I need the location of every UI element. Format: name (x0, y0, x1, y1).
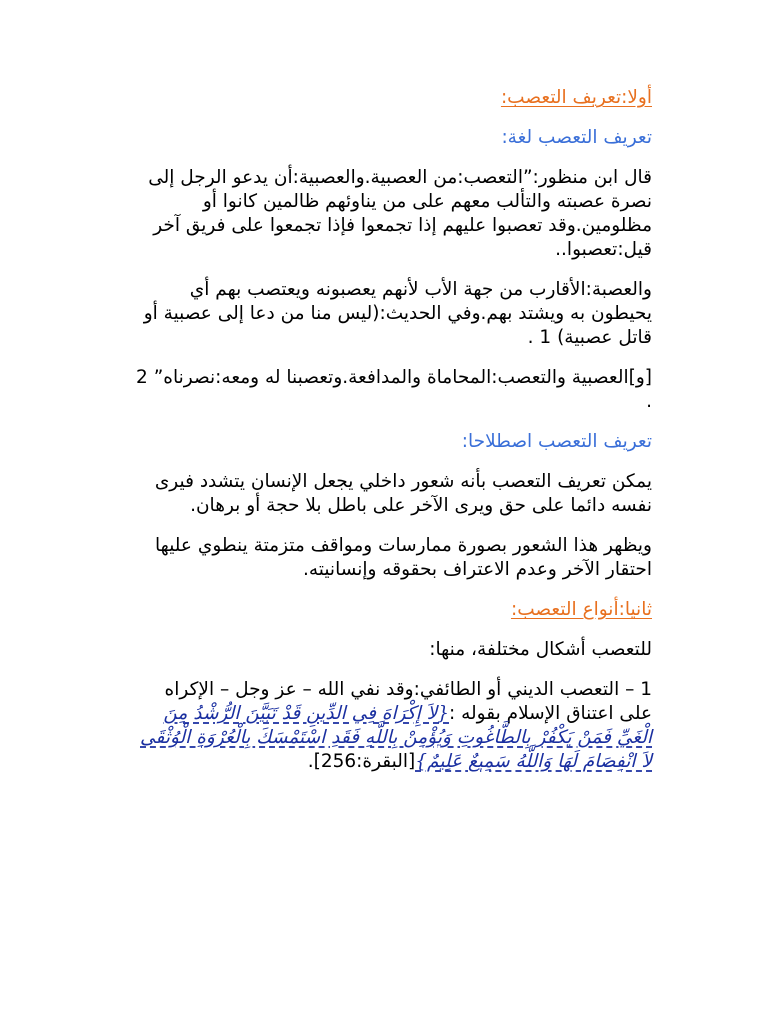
religious-intolerance-text: 1 – التعصب الديني أو الطائفي:وقد نفي الله – عز وجل – الإكراه على اعتناق الإسلام بقوله : (164, 679, 652, 724)
sub-heading-linguistic: تعريف التعصب لغة: (501, 127, 652, 148)
paragraph-religious-intolerance (128, 678, 652, 774)
section-heading-types: ثانيا:أنواع التعصب: (510, 599, 652, 620)
paragraph-ibn-manzur: قال ابن منظور:”التعصب:من العصبية.والعصبية:أن يدعو الرجل إلى نصرة عصبته والتألب معهم على من يناوئهم ظالمين كانوا أو مظلومين.وقد تعصبوا عليهم إذا تجمعوا فإذا تجمعوا على فريق آخر قيل:تعصبوا.. (148, 167, 652, 260)
verse-reference: [البقرة:256]. (307, 751, 416, 772)
section-heading-definition: أولا:تعريف التعصب: (500, 87, 652, 108)
paragraph-asabiyya: [و]العصبية والتعصب:المحاماة والمدافعة.وتعصبنا له ومعه:نصرناه” 2 . (136, 367, 652, 412)
quran-verse: {لاَ إِكْرَاهَ فِي الدِّينِ قَدْ تَبَيَّنَ الرُّشْدُ مِنَ الْغَيِّ فَمَنْ يَكْفُرْ بِالطَّاغُوتِ وَيُؤْمِنْ بِاللَّهِ فَقَدِ اسْتَمْسَكَ بِالْعُرْوَةِ الْوُثْقَى لاَ انْفِصَامَ لَهَا وَاللَّهُ سَمِيعٌ عَلِيمٌ} (140, 703, 652, 772)
sub-heading-terminological: تعريف التعصب اصطلاحا: (461, 431, 652, 452)
paragraph-definition: يمكن تعريف التعصب بأنه شعور داخلي يجعل الإنسان يتشدد فيرى نفسه دائما على حق ويرى الآخر على باطل بلا حجة أو برهان. (154, 471, 652, 516)
paragraph-types-intro: للتعصب أشكال مختلفة، منها: (429, 639, 652, 660)
paragraph-manifestation: ويظهر هذا الشعور بصورة ممارسات ومواقف متزمتة ينطوي عليها احتقار الآخر وعدم الاعتراف بحقوقه وإنسانيته. (155, 535, 652, 580)
document-page (128, 86, 652, 790)
paragraph-asaba: والعصبة:الأقارب من جهة الأب لأنهم يعصبونه ويعتصب بهم أي يحيطون به ويشتد بهم.وفي الحديث:(ليس منا من دعا إلى عصبية أو قاتل عصبية) 1 . (143, 279, 652, 348)
